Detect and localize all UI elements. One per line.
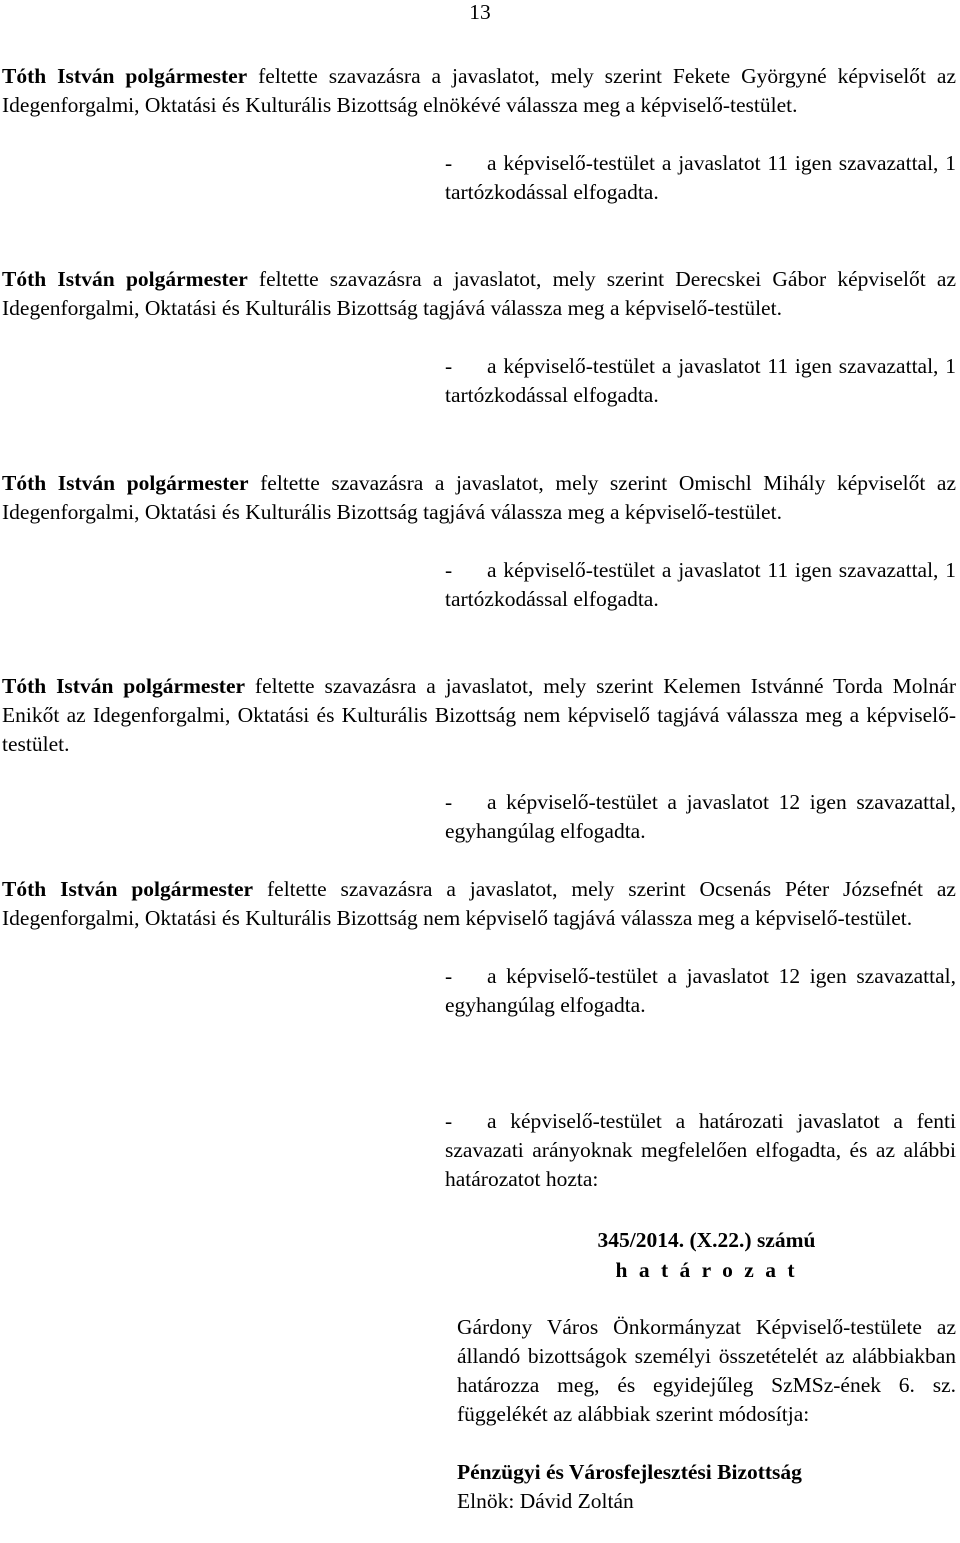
vote-result-2: - a képviselő-testület a javaslatot 11 igen szavazattal, 1 tartózkodással elfogadta. (445, 354, 956, 407)
paragraph-text: feltette szavazásra a javaslatot, mely szerint Ocsenás Péter Józsefnét az Idegenforgalmi, Oktatási és Kulturális Bizottság nem képviselő tagjává válassza meg a képviselő-testület. (2, 877, 956, 930)
vote-result-4: - a képviselő-testület a javaslatot 12 igen szavazattal, egyhangúlag elfogadta. (445, 790, 956, 843)
vote-text: a képviselő-testület a javaslatot 11 igen szavazattal, 1 tartózkodással elfogadta. (445, 151, 956, 204)
final-vote-text: a képviselő-testület a határozati javaslatot a fenti szavazati arányoknak megfelelően elfogadta, és az alábbi határozatot hozta: (445, 1109, 956, 1191)
vote-text: a képviselő-testület a javaslatot 12 igen szavazattal, egyhangúlag elfogadta. (445, 790, 956, 843)
paragraph-item-3 (2, 469, 956, 527)
vote-text: a képviselő-testület a javaslatot 11 igen szavazattal, 1 tartózkodással elfogadta. (445, 558, 956, 611)
committee-name: Pénzügyi és Városfejlesztési Bizottság (457, 1460, 802, 1484)
paragraph-text: feltette szavazásra a javaslatot, mely szerint Fekete Györgyné képviselőt az Idegenforgalmi, Oktatási és Kulturális Bizottság elnökévé válassza meg a képviselő-testület. (2, 64, 956, 117)
speaker-name: Tóth István polgármester (2, 674, 246, 698)
final-vote-result: - a képviselő-testület a határozati javaslatot a fenti szavazati arányoknak megfelelően elfogadta, és az alábbi határozatot hozta: (445, 1109, 956, 1191)
vote-result-5: - a képviselő-testület a javaslatot 12 igen szavazattal, egyhangúlag elfogadta. (445, 964, 956, 1017)
vote-text: a képviselő-testület a javaslatot 11 igen szavazattal, 1 tartózkodással elfogadta. (445, 354, 956, 407)
resolution-body: Gárdony Város Önkormányzat Képviselő-testülete az állandó bizottságok személyi összetételét az alábbiakban határozza meg, és egyidejűleg SzMSz-ének 6. sz. függelékét az alábbiak szerint módosítja: (457, 1315, 956, 1426)
paragraph-text: feltette szavazásra a javaslatot, mely szerint Kelemen Istvánné Torda Molnár Enikőt az Idegenforgalmi, Oktatási és Kulturális Bizottság nem képviselő tagjává válassza meg a képviselő-testület. (2, 674, 956, 756)
resolution-title: h a t á r o z a t (615, 1258, 798, 1282)
paragraph-item-4 (2, 672, 956, 759)
paragraph-text: feltette szavazásra a javaslatot, mely szerint Omischl Mihály képviselőt az Idegenforgalmi, Oktatási és Kulturális Bizottság tagjává válassza meg a képviselő-testület. (2, 471, 956, 524)
speaker-name: Tóth István polgármester (2, 64, 248, 88)
speaker-name: Tóth István polgármester (2, 877, 254, 901)
paragraph-text: feltette szavazásra a javaslatot, mely szerint Derecskei Gábor képviselőt az Idegenforgalmi, Oktatási és Kulturális Bizottság tagjává válassza meg a képviselő-testület. (2, 267, 956, 320)
paragraph-item-2 (2, 265, 956, 323)
paragraph-item-1 (2, 62, 956, 120)
vote-result-3: - a képviselő-testület a javaslatot 11 igen szavazattal, 1 tartózkodással elfogadta. (445, 558, 956, 611)
resolution-number: 345/2014. (X.22.) számú (597, 1228, 816, 1252)
speaker-name: Tóth István polgármester (2, 267, 248, 291)
speaker-name: Tóth István polgármester (2, 471, 249, 495)
paragraph-item-5 (2, 875, 956, 933)
vote-text: a képviselő-testület a javaslatot 12 igen szavazattal, egyhangúlag elfogadta. (445, 964, 956, 1017)
page-number: 13 (469, 0, 491, 24)
committee-chair: Elnök: Dávid Zoltán (457, 1489, 634, 1513)
vote-result-1: - a képviselő-testület a javaslatot 11 igen szavazattal, 1 tartózkodással elfogadta. (445, 151, 956, 204)
